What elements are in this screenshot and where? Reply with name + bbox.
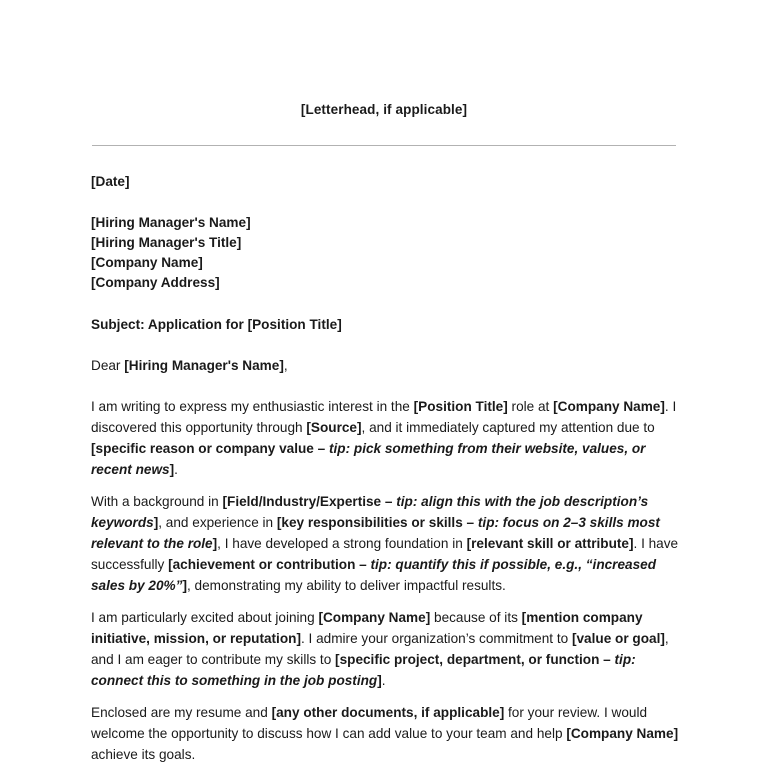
p1-bold-source: [Source]: [306, 420, 362, 435]
recipient-address-block: [91, 213, 679, 293]
p1-text-1: I am writing to express my enthusiastic interest in the: [91, 399, 414, 414]
recipient-company: [Company Name]: [91, 255, 203, 270]
p3-text-5: .: [381, 673, 386, 688]
recipient-name: [Hiring Manager's Name]: [91, 215, 251, 230]
letter-body: [91, 171, 679, 776]
p2-bold-bracket-close-3: ]: [182, 578, 187, 593]
salutation-greeting: Dear: [91, 358, 125, 373]
salutation-line: [91, 355, 679, 376]
p2-text-5: , demonstrating my ability to deliver impactful results.: [186, 578, 506, 593]
p4-text-1: Enclosed are my resume and: [91, 705, 272, 720]
p1-text-3: . I discovered this opportunity through: [91, 399, 677, 435]
p3-tip-italic: tip: connect this to something in the job posting: [91, 652, 636, 688]
p1-bold-reason-open: [specific reason or company value –: [91, 441, 329, 456]
salutation-name: [Hiring Manager's Name]: [124, 358, 284, 373]
p2-bold-field-open: [Field/Industry/Expertise –: [222, 494, 397, 509]
p2-text-1: With a background in: [91, 494, 223, 509]
date-placeholder: [Date]: [91, 174, 130, 189]
salutation-comma: ,: [283, 358, 288, 373]
p1-bold-bracket-close: ]: [169, 462, 175, 477]
p2-text-2: , and experience in: [158, 515, 277, 530]
p1-text-4: , and it immediately captured my attention due to: [361, 420, 655, 435]
p2-bold-achievement-open: [achievement or contribution –: [168, 557, 371, 572]
p4-text-3: achieve its goals.: [91, 747, 196, 762]
p4-text-2: for your review. I would welcome the opportunity to discuss how I can add value to your team and help: [91, 705, 648, 741]
p2-tip-italic-2: tip: focus on 2–3 skills most relevant to the role: [91, 515, 660, 551]
recipient-address: [Company Address]: [91, 275, 220, 290]
body-paragraph-2: [91, 491, 679, 596]
p2-tip-italic-1: tip: align this with the job description’s keywords: [91, 494, 649, 530]
p2-bold-bracket-close-1: ]: [153, 515, 159, 530]
p2-bold-relevant-skill: [relevant skill or attribute]: [466, 536, 634, 551]
recipient-title: [Hiring Manager's Title]: [91, 235, 242, 250]
body-paragraph-1: [91, 396, 679, 480]
p4-bold-other-documents: [any other documents, if applicable]: [271, 705, 505, 720]
p2-bold-bracket-close-2: ]: [212, 536, 218, 551]
p3-text-4: , and I am eager to contribute my skills to: [91, 631, 669, 667]
subject-line: Subject: Application for [Position Title]: [91, 317, 342, 332]
header-divider-rule: [92, 145, 676, 146]
p3-bold-bracket-close: ]: [377, 673, 382, 688]
p1-bold-position-title: [Position Title]: [413, 399, 508, 414]
p4-bold-company-name: [Company Name]: [566, 726, 679, 741]
p3-bold-value-goal: [value or goal]: [571, 631, 665, 646]
p1-text-2: role at: [507, 399, 554, 414]
p2-bold-skills-open: [key responsibilities or skills –: [276, 515, 478, 530]
p3-bold-company-name: [Company Name]: [318, 610, 431, 625]
p3-text-1: I am particularly excited about joining: [91, 610, 319, 625]
p1-bold-company-name: [Company Name]: [553, 399, 665, 414]
body-paragraph-3: [91, 607, 679, 691]
body-paragraph-4: [91, 702, 679, 765]
p3-bold-initiative: [mention company initiative, mission, or reputation]: [91, 610, 643, 646]
p3-text-2: because of its: [430, 610, 522, 625]
p2-text-3: , I have developed a strong foundation in: [217, 536, 467, 551]
p1-tip-italic: tip: pick something from their website, values, or recent news: [91, 441, 646, 477]
p2-tip-italic-3: tip: quantify this if possible, e.g., “increased sales by 20%”: [91, 557, 657, 593]
p2-text-4: . I have successfully: [91, 536, 679, 572]
p3-bold-project-open: [specific project, department, or function –: [335, 652, 615, 667]
p1-text-5: .: [174, 462, 178, 477]
letterhead-placeholder: [Letterhead, if applicable]: [300, 102, 468, 117]
p3-text-3: . I admire your organization’s commitment to: [300, 631, 572, 646]
